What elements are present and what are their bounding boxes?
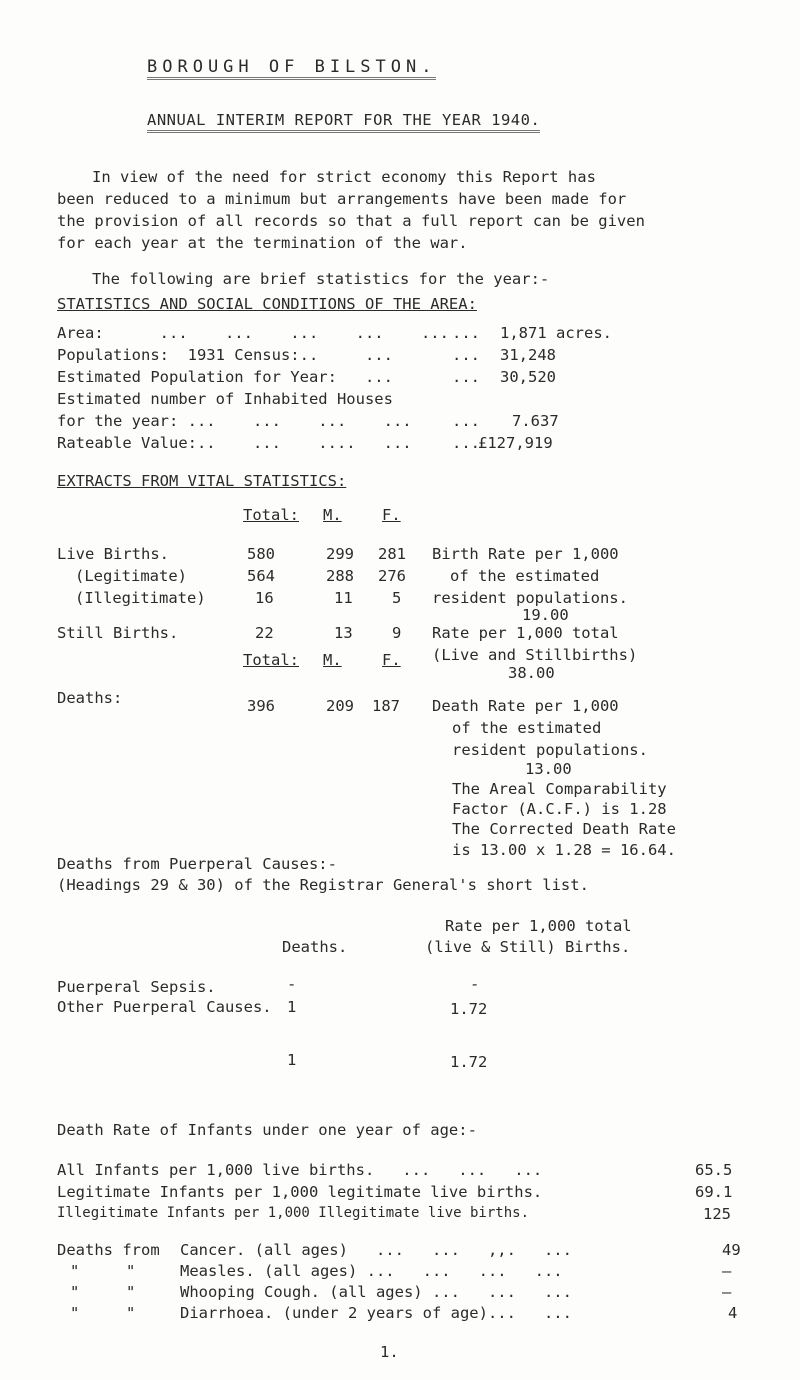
- cause-value: 4: [728, 1304, 738, 1322]
- col-m-header: M.: [323, 651, 342, 669]
- cause-value: —: [722, 1262, 732, 1280]
- intro-line-1: In view of the need for strict economy this Report has: [92, 168, 596, 186]
- still-births-m: 13: [334, 624, 353, 642]
- deaths-label: Deaths:: [57, 689, 123, 707]
- puerperal-line-1: Deaths from Puerperal Causes:-: [57, 855, 337, 873]
- note-line: Rate per 1,000 total: [432, 624, 619, 642]
- puerperal-label: Puerperal Sepsis.: [57, 978, 216, 996]
- social-label: for the year: ... ... ... ...: [57, 412, 412, 430]
- social-value: 1,871 acres.: [500, 324, 612, 342]
- social-value: 31,248: [500, 346, 556, 364]
- intro-line-2: been reduced to a minimum but arrangements have been made for: [57, 190, 627, 208]
- borough-title: BOROUGH OF BILSTON.: [147, 57, 436, 80]
- social-value: 7.637: [512, 412, 559, 430]
- births-m: 11: [334, 589, 353, 607]
- infant-label: All Infants per 1,000 live births. ... ... ...: [57, 1161, 543, 1179]
- births-f: 5: [392, 589, 402, 607]
- births-total: 16: [255, 589, 274, 607]
- col-m-header: M.: [323, 506, 342, 524]
- cause-prefix: " ": [70, 1304, 136, 1322]
- note-line: The Areal Comparability: [452, 780, 667, 798]
- report-title: ANNUAL INTERIM REPORT FOR THE YEAR 1940.: [147, 111, 540, 133]
- col-total-header: Total:: [243, 506, 299, 524]
- infant-heading: Death Rate of Infants under one year of age:-: [57, 1121, 477, 1139]
- note-line: The Corrected Death Rate: [452, 820, 676, 838]
- social-label: Rateable Value:.. ... .... ...: [57, 434, 412, 452]
- note-line: is 13.00 x 1.28 = 16.64.: [452, 841, 676, 859]
- puerperal-rate: 1.72: [450, 1000, 488, 1018]
- still-births-total: 22: [255, 624, 274, 642]
- infant-value: 65.5: [695, 1161, 733, 1179]
- deaths-total: 396: [247, 697, 275, 715]
- note-line: Death Rate per 1,000: [432, 697, 619, 715]
- cause-prefix: " ": [70, 1283, 136, 1301]
- col-total-header: Total:: [243, 651, 299, 669]
- infant-value: 125: [703, 1205, 731, 1223]
- cause-label: Cancer. (all ages) ... ... ,,. ...: [180, 1241, 572, 1259]
- deaths-m: 209: [326, 697, 354, 715]
- social-dots: ...: [452, 346, 480, 364]
- cause-value: 49: [722, 1241, 741, 1259]
- social-label: Populations: 1931 Census:.. ...: [57, 346, 393, 364]
- cause-prefix: " ": [70, 1262, 136, 1280]
- note-value: 38.00: [508, 664, 555, 682]
- births-m: 288: [326, 567, 354, 585]
- intro-line-4: for each year at the termination of the war.: [57, 234, 468, 252]
- births-label: Live Births.: [57, 545, 169, 563]
- social-dots: ...: [452, 434, 480, 452]
- cause-prefix: Deaths from: [57, 1241, 160, 1259]
- births-label: (Illegitimate): [75, 589, 206, 607]
- rate-col-header: (live & Still) Births.: [425, 938, 631, 956]
- page-number: 1.: [380, 1343, 399, 1361]
- social-dots: ...: [452, 324, 480, 342]
- note-line: Birth Rate per 1,000: [432, 545, 619, 563]
- births-f: 281: [378, 545, 406, 563]
- births-label: (Legitimate): [75, 567, 187, 585]
- births-total: 564: [247, 567, 275, 585]
- rate-col-header: Rate per 1,000 total: [445, 917, 632, 935]
- note-line: of the estimated: [452, 719, 602, 737]
- puerperal-total-deaths: 1: [287, 1051, 297, 1069]
- social-value: 30,520: [500, 368, 556, 386]
- births-m: 299: [326, 545, 354, 563]
- puerperal-rate: -: [470, 975, 480, 993]
- note-line: resident populations.: [452, 741, 648, 759]
- births-f: 276: [378, 567, 406, 585]
- social-value: £127,919: [478, 434, 553, 452]
- note-line: resident populations.: [432, 589, 628, 607]
- social-label: Area: ... ... ... ... ...: [57, 324, 449, 342]
- infant-label: Illegitimate Infants per 1,000 Illegitimate live births.: [57, 1205, 530, 1221]
- social-label: Estimated Population for Year: ...: [57, 368, 393, 386]
- still-births-label: Still Births.: [57, 624, 179, 642]
- note-value: 19.00: [522, 606, 569, 624]
- social-dots: ...: [452, 368, 480, 386]
- social-dots: ...: [452, 412, 480, 430]
- cause-label: Measles. (all ages) ... ... ... ...: [180, 1262, 563, 1280]
- col-f-header: F.: [382, 651, 401, 669]
- puerperal-label: Other Puerperal Causes.: [57, 998, 272, 1016]
- deaths-col-header: Deaths.: [282, 938, 348, 956]
- puerperal-deaths: -: [287, 975, 297, 993]
- col-f-header: F.: [382, 506, 401, 524]
- vital-heading: EXTRACTS FROM VITAL STATISTICS:: [57, 472, 347, 490]
- puerperal-line-2: (Headings 29 & 30) of the Registrar General's short list.: [57, 876, 589, 894]
- intro-line-5: The following are brief statistics for the year:-: [92, 270, 550, 288]
- infant-label: Legitimate Infants per 1,000 legitimate live births.: [57, 1183, 543, 1201]
- puerperal-total-rate: 1.72: [450, 1053, 488, 1071]
- social-heading: STATISTICS AND SOCIAL CONDITIONS OF THE AREA:: [57, 295, 477, 313]
- cause-label: Diarrhoea. (under 2 years of age)... ...: [180, 1304, 572, 1322]
- note-line: (Live and Stillbirths): [432, 646, 638, 664]
- infant-value: 69.1: [695, 1183, 733, 1201]
- cause-label: Whooping Cough. (all ages) ... ... ...: [180, 1283, 572, 1301]
- note-line: Factor (A.C.F.) is 1.28: [452, 800, 667, 818]
- still-births-f: 9: [392, 624, 402, 642]
- births-total: 580: [247, 545, 275, 563]
- social-label: Estimated number of Inhabited Houses: [57, 390, 393, 408]
- cause-value: —: [722, 1283, 732, 1301]
- deaths-f: 187: [372, 697, 400, 715]
- puerperal-deaths: 1: [287, 998, 297, 1016]
- note-value: 13.00: [525, 760, 572, 778]
- intro-line-3: the provision of all records so that a full report can be given: [57, 212, 645, 230]
- note-line: of the estimated: [450, 567, 600, 585]
